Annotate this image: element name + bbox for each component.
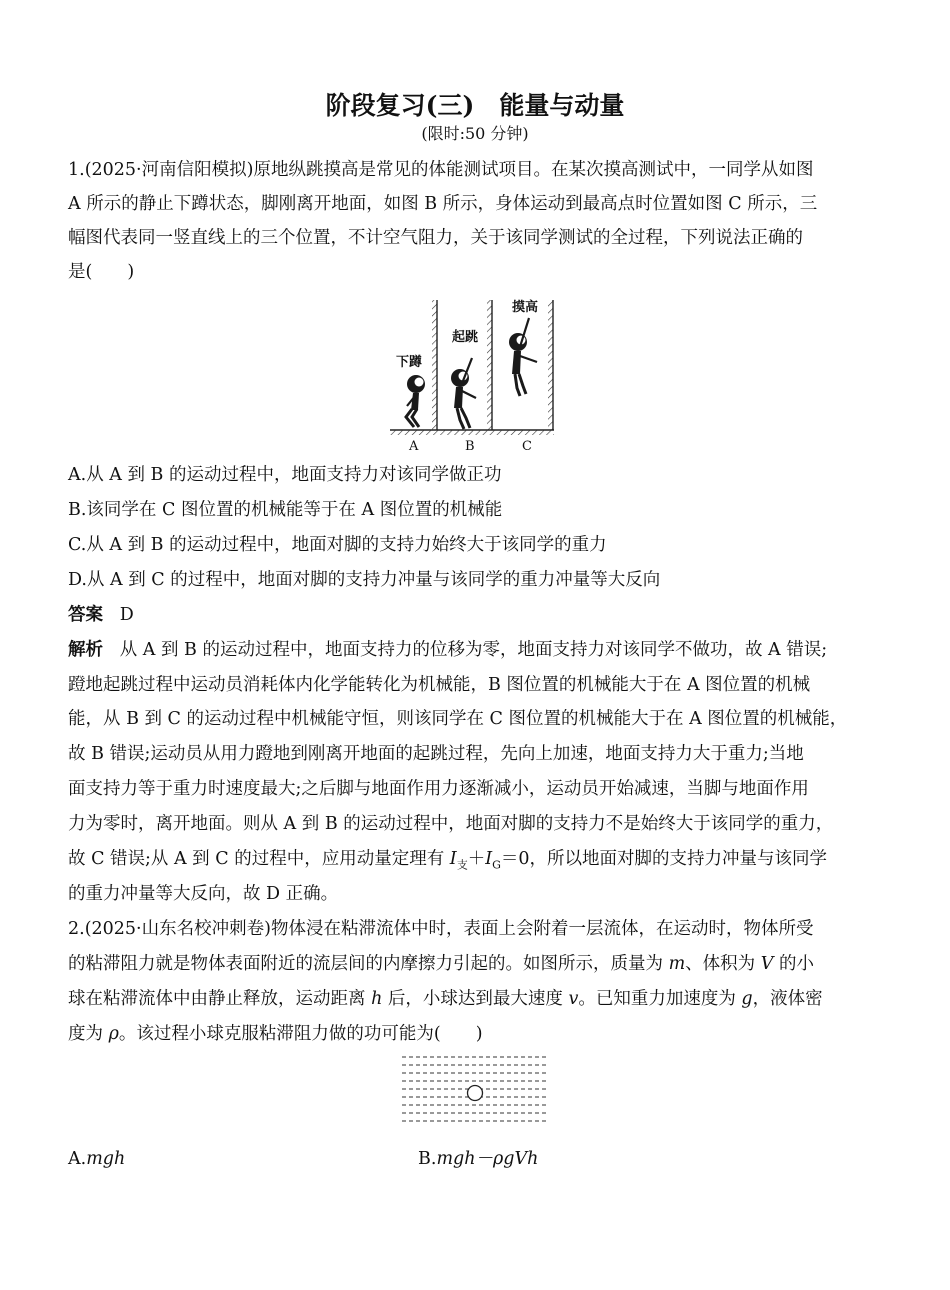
pos-label-c: C — [522, 439, 532, 454]
q2-stem-line-1: 2.(2025·山东名校冲刺卷)物体浸在粘滞流体中时，表面上会附着一层流体，在运动时，物体所受 — [68, 919, 814, 939]
q1-analysis-line-4: 故 B 错误;运动员从用力蹬地到刚离开地面的起跳过程，先向上加速，地面支持力大于重力;当地 — [68, 744, 804, 764]
q1-option-a: A.从 A 到 B 的运动过程中，地面支持力对该同学做正功 — [68, 465, 502, 485]
wall-c — [548, 300, 553, 430]
fluid-figure — [400, 1053, 550, 1131]
analysis-label: 解析 — [68, 640, 103, 660]
page-title: 阶段复习(三) 能量与动量 — [325, 91, 625, 120]
person-takeoff — [451, 358, 476, 429]
q1-stem-line-2: A 所示的静止下蹲状态，脚刚离开地面，如图 B 所示，身体运动到最高点时位置如图 C 所示，三 — [68, 194, 818, 214]
answer-value: D — [119, 605, 134, 625]
q2-stem-line-3: 球在粘滞流体中由静止释放，运动距离 h 后，小球达到最大速度 v。已知重力加速度为 g，液体密 — [68, 989, 823, 1009]
ball — [468, 1086, 483, 1101]
q1-analysis-line-5: 面支持力等于重力时速度最大;之后脚与地面作用力逐渐减小，运动员开始减速，当脚与地面作用 — [68, 779, 809, 799]
q1-stem-line-4: 是( ) — [68, 262, 135, 282]
q1-stem-line-3: 幅图代表同一竖直线上的三个位置，不计空气阻力，关于该同学测试的全过程，下列说法正确的 — [68, 228, 803, 248]
wall-a — [432, 300, 437, 430]
q1-analysis-line-2: 蹬地起跳过程中运动员消耗体内化学能转化为机械能，B 图位置的机械能大于在 A 图位置的机械 — [68, 675, 811, 695]
q1-analysis-line-1 — [68, 637, 827, 663]
label-takeoff: 起跳 — [452, 330, 479, 345]
person-reach — [509, 318, 537, 396]
pos-label-b: B — [465, 439, 475, 454]
time-limit: (限时:50 分钟) — [421, 124, 529, 143]
analysis-text-1: 从 A 到 B 的运动过程中，地面支持力的位移为零，地面支持力对该同学不做功，故 A 错误; — [119, 640, 828, 660]
q1-analysis-line-6: 力为零时，离开地面。则从 A 到 B 的运动过程中，地面对脚的支持力不是始终大于该同学的重力， — [68, 814, 834, 834]
label-squat: 下蹲 — [396, 355, 423, 370]
q1-option-d: D.从 A 到 C 的过程中，地面对脚的支持力冲量与该同学的重力冲量等大反向 — [68, 570, 661, 590]
q2-stem-line-2: 的粘滞阻力就是物体表面附近的流层间的内摩擦力引起的。如图所示，质量为 m、体积为 V 的小 — [68, 954, 814, 974]
answer-label: 答案 — [68, 605, 103, 625]
q1-option-b: B.该同学在 C 图位置的机械能等于在 A 图位置的机械能 — [68, 500, 503, 520]
wall-b — [487, 300, 492, 430]
q1-analysis-line-8: 的重力冲量等大反向，故 D 正确。 — [68, 884, 339, 904]
fluid-figure-svg — [400, 1053, 550, 1131]
jump-figure — [388, 296, 560, 456]
jump-figure-svg — [388, 296, 560, 456]
q2-option-b: B.mgh－ρgVh — [418, 1149, 539, 1169]
q1-answer — [68, 602, 134, 628]
pos-label-a: A — [409, 439, 419, 454]
q1-stem-line-1: 1.(2025·河南信阳模拟)原地纵跳摸高是常见的体能测试项目。在某次摸高测试中，一同学从如图 — [68, 160, 814, 180]
person-squat — [406, 375, 425, 427]
label-reach: 摸高 — [512, 300, 539, 315]
q1-option-c: C.从 A 到 B 的运动过程中，地面对脚的支持力始终大于该同学的重力 — [68, 535, 607, 555]
q1-analysis-line-3: 能，从 B 到 C 的运动过程中机械能守恒，则该同学在 C 图位置的机械能大于在 A 图位置的机械能， — [68, 709, 848, 729]
q2-option-a: A.mgh — [68, 1149, 126, 1169]
q2-stem-line-4: 度为 ρ。该过程小球克服粘滞阻力做的功可能为( ) — [68, 1024, 483, 1044]
q1-analysis-line-7: 故 C 错误;从 A 到 C 的过程中，应用动量定理有 $I_支+I_G=0$，所以地面对脚的支持力冲量与该同学 — [68, 849, 828, 872]
